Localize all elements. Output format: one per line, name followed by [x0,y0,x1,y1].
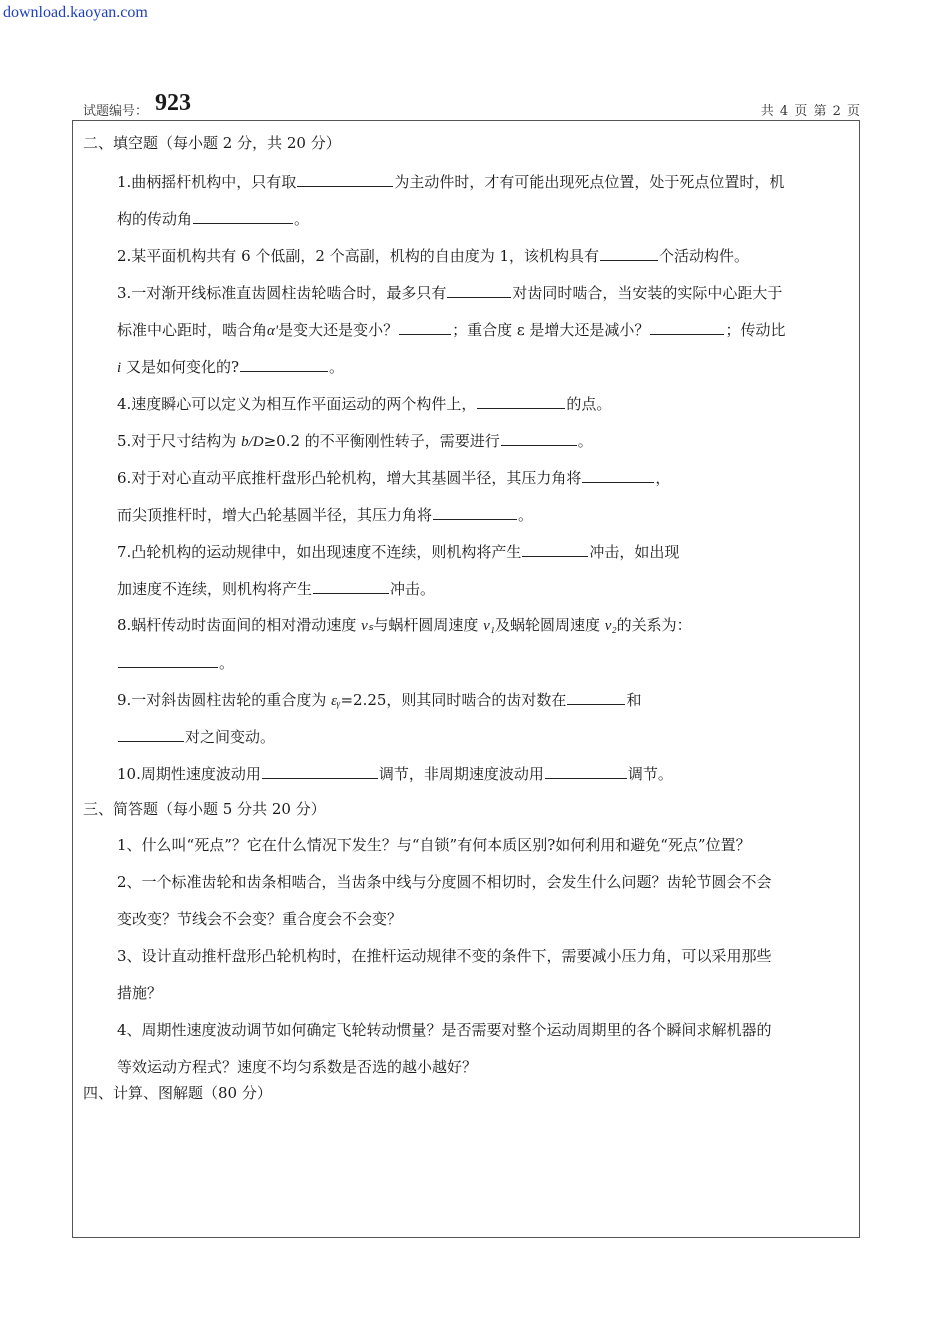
question-2-4: 4.速度瞬心可以定义为相互作平面运动的两个构件上， 的点。 [117,395,612,413]
question-2-3: 3.一对渐开线标准直齿圆柱齿轮啮合时，最多只有 对齿同时啮合，当安装的实际中心距大于 [117,284,783,302]
answer-blank [118,652,218,668]
page-info: 共 4 页 第 2 页 [760,104,861,119]
answer-blank [522,541,588,557]
question-3-2: 2、一个标准齿轮和齿条相啮合，当齿条中线与分度圆不相切时，会发生什么问题？齿轮节圆会不会 [117,873,772,891]
answer-blank [399,319,451,335]
question-2-1: 1.曲柄摇杆机构中，只有取 为主动件时，才有可能出现死点位置，处于死点位置时，机 [117,173,785,191]
question-2-5: 5.对于尺寸结构为 b/D≥0.2 的不平衡刚性转子，需要进行 。 [117,432,593,450]
answer-blank [650,319,724,335]
question-2-8: 8.蜗杆传动时齿面间的相对滑动速度 vₛ与蜗杆圆周速度 v₁及蜗轮圆周速度 v₂的关系为： [117,616,692,634]
question-3-3: 3、设计直动推杆盘形凸轮机构时，在推杆运动规律不变的条件下，需要减小压力角，可以采用那些 [117,947,772,965]
question-2-9-cont: 对之间变动。 [117,726,275,747]
answer-blank [297,171,393,187]
answer-blank [433,504,517,520]
question-2-3-cont2: i 又是如何变化的? 。 [117,358,344,376]
question-2-10: 10.周期性速度波动用 调节，非周期速度波动用 调节。 [117,765,673,783]
question-2-6: 6.对于对心直动平底推杆盘形凸轮机构，增大其基圆半径，其压力角将 ， [117,469,671,487]
section4-title: 四、计算、图解题（80 分） [83,1084,272,1102]
answer-blank [582,467,654,483]
watermark-link[interactable]: download.kaoyan.com [3,4,148,21]
question-2-7-cont: 加速度不连续，则机构将产生 冲击。 [117,580,436,598]
answer-blank [262,763,378,779]
question-2-1-cont: 构的传动角 。 [117,210,310,228]
answer-blank [313,578,389,594]
question-2-6-cont: 而尖顶推杆时，增大凸轮基圆半径，其压力角将 。 [117,506,534,524]
exam-code-label: 试题编号： [83,104,149,119]
question-2-9: 9.一对斜齿圆柱齿轮的重合度为 εᵧ=2.25，则其同时啮合的齿对数在 和 [117,691,642,709]
answer-blank [193,208,293,224]
answer-blank [600,245,658,261]
question-2-2: 2.某平面机构共有 6 个低副，2 个高副，机构的自由度为 1，该机构具有 个活动构件。 [117,247,750,265]
answer-blank [567,689,625,705]
question-3-4-cont: 等效运动方程式？速度不均匀系数是否选的越小越好？ [117,1058,478,1076]
section3-title: 三、简答题（每小题 5 分共 20 分） [83,800,326,818]
answer-blank [501,430,577,446]
answer-blank [240,356,328,372]
exam-frame [72,120,860,1238]
question-3-4: 4、周期性速度波动调节如何确定飞轮转动惯量？是否需要对整个运动周期里的各个瞬间求解机器的 [117,1021,772,1039]
answer-blank [447,282,511,298]
answer-blank [545,763,627,779]
section2-title: 二、填空题（每小题 2 分，共 20 分） [83,134,341,152]
answer-blank [477,393,565,409]
question-2-3-cont: 标准中心距时，啮合角α'是变大还是变小？ ；重合度 ε 是增大还是减小？ ；传动比 [117,321,786,339]
answer-blank [118,726,184,742]
question-3-2-cont: 变改变？节线会不会变？重合度会不会变？ [117,910,403,928]
exam-code: 923 [155,90,191,116]
question-2-7: 7.凸轮机构的运动规律中，如出现速度不连续，则机构将产生 冲击，如出现 [117,543,680,561]
question-2-8-cont: 。 [117,652,234,673]
question-3-1: 1、什么叫“死点”？它在什么情况下发生？与“自锁”有何本质区别?如何利用和避免“死点”位置？ [117,836,751,854]
exam-header [83,88,861,118]
question-3-3-cont: 措施？ [117,984,163,1002]
